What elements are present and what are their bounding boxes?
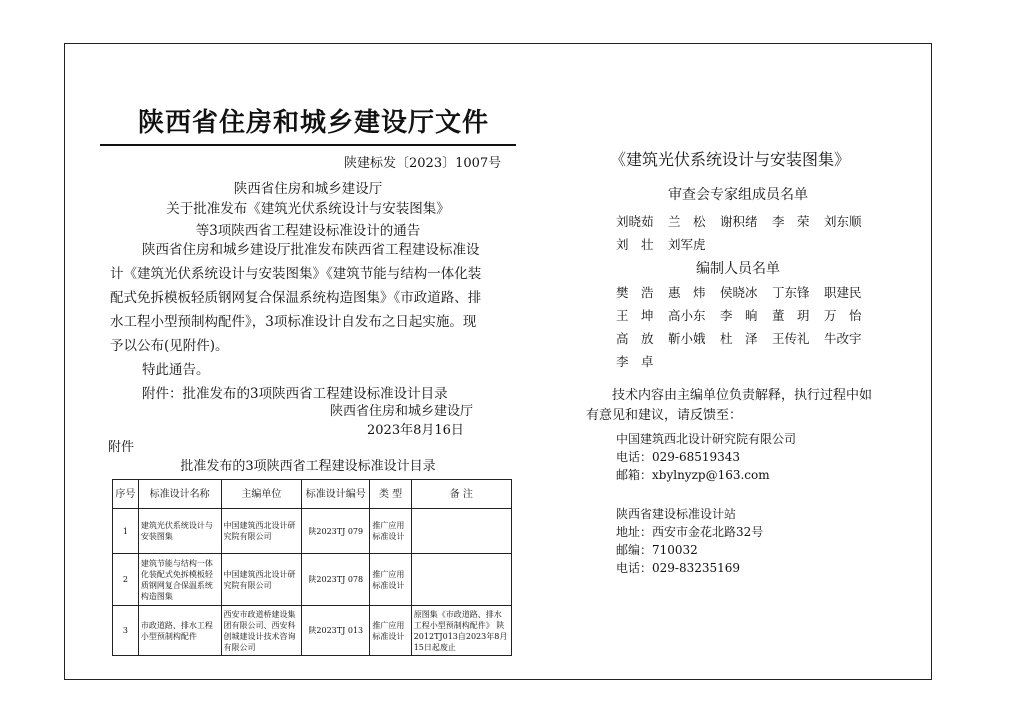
cell-name: 建筑节能与结构一体化装配式免拆模板轻质钢网复合保温系统构造图集 xyxy=(138,554,221,606)
attachment-line: 附件：批准发布的3项陕西省工程建设标准设计目录 xyxy=(142,386,448,402)
header-no: 序号 xyxy=(113,480,139,509)
reviewer-name: 刘军虎 xyxy=(668,237,706,252)
tech-note-line-1: 技术内容由主编单位负责解释，执行过程中如 xyxy=(612,388,873,403)
compiler-name: 高 放 xyxy=(616,331,654,346)
cell-name: 市政道路、排水工程小型预制构配件 xyxy=(138,606,221,656)
table-row xyxy=(113,606,512,656)
reviewer-name: 李 荣 xyxy=(772,214,810,229)
cell-no: 2 xyxy=(113,554,139,606)
compiler-name: 樊 浩 xyxy=(616,285,654,300)
cell-note: 原图集《市政道路、排水工程小型预制构配件》 陕 2012TJ013自2023年8月15日起废止 xyxy=(411,606,511,656)
cell-unit: 中国建筑西北设计研究院有限公司 xyxy=(221,509,302,554)
catalog-table xyxy=(112,479,512,656)
compiler-name: 侯晓冰 xyxy=(720,285,758,300)
header-code: 标准设计编号 xyxy=(302,480,370,509)
compiler-name: 高小东 xyxy=(668,308,706,323)
cell-no: 3 xyxy=(113,606,139,656)
signing-organization: 陕西省住房和城乡建设厅 xyxy=(330,404,474,419)
review-heading: 审查会专家组成员名单 xyxy=(668,187,808,203)
body-line: 配式免拆模板轻质钢网复合保温系统构造图集》《市政道路、排 xyxy=(110,290,482,306)
signing-date: 2023年8月16日 xyxy=(367,423,464,438)
header-name: 标准设计名称 xyxy=(138,480,221,509)
cell-code: 陕2023TJ 079 xyxy=(302,509,370,554)
table-row xyxy=(113,509,512,554)
atlas-title: 《建筑光伏系统设计与安装图集》 xyxy=(610,150,851,169)
cell-name: 建筑光伏系统设计与安装图集 xyxy=(138,509,221,554)
contact1-email: 邮箱：xbylnyzp@163.com xyxy=(616,468,770,482)
reviewer-name: 兰 松 xyxy=(668,214,706,229)
body-line: 计《建筑光伏系统设计与安装图集》《建筑节能与结构一体化装 xyxy=(110,266,482,282)
cell-note xyxy=(411,509,511,554)
body-line: 予以公布(见附件)。 xyxy=(110,338,229,354)
reviewer-name: 刘东顺 xyxy=(824,214,862,229)
cell-code: 陕2023TJ 013 xyxy=(302,606,370,656)
compiler-name: 王传礼 xyxy=(772,331,810,346)
cell-no: 1 xyxy=(113,509,139,554)
compiler-name: 王 坤 xyxy=(616,308,654,323)
special-notice: 特此通告。 xyxy=(142,362,210,378)
table-header-row xyxy=(113,480,512,509)
compiler-name: 惠 炜 xyxy=(668,285,706,300)
contact2-postcode: 邮编：710032 xyxy=(616,543,698,557)
notice-title-line-2: 关于批准发布《建筑光伏系统设计与安装图集》 xyxy=(166,201,450,217)
table-row xyxy=(113,554,512,606)
contact1-org: 中国建筑西北设计研究院有限公司 xyxy=(616,432,797,446)
contact2-address: 地址：西安市金花北路32号 xyxy=(616,525,764,539)
document-number: 陕建标发〔2023〕1007号 xyxy=(344,156,502,171)
document-title: 陕西省住房和城乡建设厅文件 xyxy=(138,108,490,138)
cell-type: 推广应用标准设计 xyxy=(370,509,411,554)
contact2-phone: 电话：029-83235169 xyxy=(616,561,741,575)
cell-code: 陕2023TJ 078 xyxy=(302,554,370,606)
compiler-name: 牛改宇 xyxy=(824,331,862,346)
body-line: 陕西省住房和城乡建设厅批准发布陕西省工程建设标准设 xyxy=(142,242,480,258)
notice-title-line-1: 陕西省住房和城乡建设厅 xyxy=(233,181,383,197)
contact2-org: 陕西省建设标准设计站 xyxy=(616,507,737,521)
cell-type: 推广应用标准设计 xyxy=(370,554,411,606)
compiler-name: 万 怡 xyxy=(824,308,862,323)
header-type: 类 型 xyxy=(370,480,411,509)
attachment-label: 附件 xyxy=(108,440,135,455)
cell-note xyxy=(411,554,511,606)
compiler-name: 李 晌 xyxy=(720,308,758,323)
compiler-name: 董 玥 xyxy=(772,308,810,323)
compiler-name: 靳小娥 xyxy=(668,331,706,346)
compiler-name: 丁东锋 xyxy=(772,285,810,300)
body-line: 水工程小型预制构配件》，3项标准设计自发布之日起实施。现 xyxy=(110,314,477,330)
compile-heading: 编制人员名单 xyxy=(696,261,780,277)
header-unit: 主编单位 xyxy=(221,480,302,509)
reviewer-name: 刘晓茹 xyxy=(616,214,654,229)
contact1-phone: 电话：029-68519343 xyxy=(616,450,741,464)
notice-title-line-3: 等3项陕西省工程建设标准设计的通告 xyxy=(195,223,421,239)
cell-unit: 西安市政道桥建设集团有限公司、西安科创城建设计技术咨询有限公司 xyxy=(221,606,302,656)
header-note: 备 注 xyxy=(411,480,511,509)
notice-body xyxy=(110,238,520,406)
compiler-name: 杜 泽 xyxy=(720,331,758,346)
compiler-name: 李 卓 xyxy=(616,354,654,369)
title-rule xyxy=(100,144,516,146)
tech-note-line-2: 有意见和建议，请反馈至： xyxy=(586,408,743,423)
compiler-name: 职建民 xyxy=(824,285,862,300)
reviewer-name: 刘 壮 xyxy=(616,237,654,252)
cell-unit: 中国建筑西北设计研究院有限公司 xyxy=(221,554,302,606)
catalog-title: 批准发布的3项陕西省工程建设标准设计目录 xyxy=(180,459,436,474)
cell-type: 推广应用标准设计 xyxy=(370,606,411,656)
reviewer-name: 谢积绪 xyxy=(720,214,758,229)
